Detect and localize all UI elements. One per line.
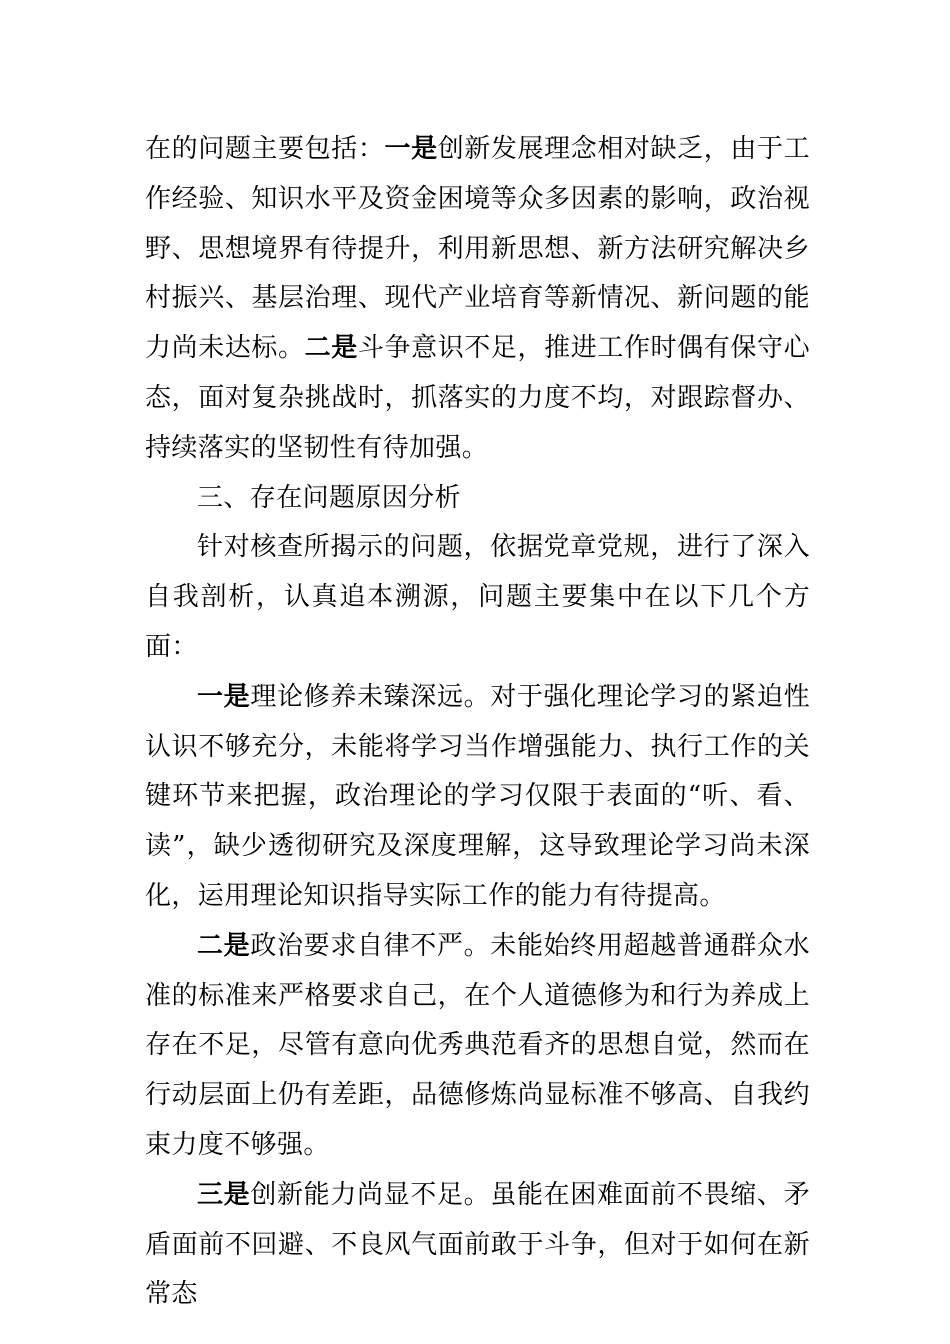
paragraph-cause-three [145, 1171, 810, 1320]
paragraph-text: 创新发展理念相对缺乏，由于工作经验、知识水平及资金困境等众多因素的影响，政治视野、思想境界有待提升，利用新思想、新方法研究解决乡村振兴、基层治理、现代产业培育等新情况、新问题的能力尚未达标。 [145, 134, 810, 364]
paragraph-problems-summary [145, 125, 810, 474]
paragraph-text: 创新能力尚显不足。虽能在困难面前不畏缩、矛盾面前不回避、不良风气面前敢于斗争，但对于如何在新常态 [145, 1179, 810, 1310]
paragraph-cause-two [145, 922, 810, 1171]
paragraph-text: 斗争意识不足，推进工作时偶有保守心态，面对复杂挑战时，抓落实的力度不均，对跟踪督办、持续落实的坚韧性有待加强。 [145, 333, 810, 463]
bold-lead: 一是 [197, 681, 251, 712]
bold-lead: 二是 [197, 930, 251, 961]
document-body [145, 125, 810, 1320]
paragraph-intro: 针对核查所揭示的问题，依据党章党规，进行了深入自我剖析，认真追本溯源，问题主要集中在以下几个方面： [145, 532, 810, 662]
paragraph-text: 政治要求自律不严。未能始终用超越普通群众水准的标准来严格要求自己，在个人道德修为和行为养成上存在不足，尽管有意向优秀典范看齐的思想自觉，然而在行动层面上仍有差距，品德修炼尚显标准不够高、自我约束力度不够强。 [145, 930, 810, 1160]
paragraph-text: 在的问题主要包括： [145, 134, 385, 164]
bold-lead: 三是 [197, 1179, 251, 1210]
section-heading: 三、存在问题原因分析 [197, 482, 462, 513]
bold-lead-first: 一是 [384, 134, 438, 164]
bold-lead-second: 二是 [304, 333, 358, 364]
paragraph-cause-one [145, 673, 810, 922]
paragraph-text: 理论修养未臻深远。对于强化理论学习的紧迫性认识不够充分，未能将学习当作增强能力、执行工作的关键环节来把握，政治理论的学习仅限于表面的“听、看、读”，缺少透彻研究及深度理解，这导致理论学习尚未深化，运用理论知识指导实际工作的能力有待提高。 [145, 681, 810, 911]
